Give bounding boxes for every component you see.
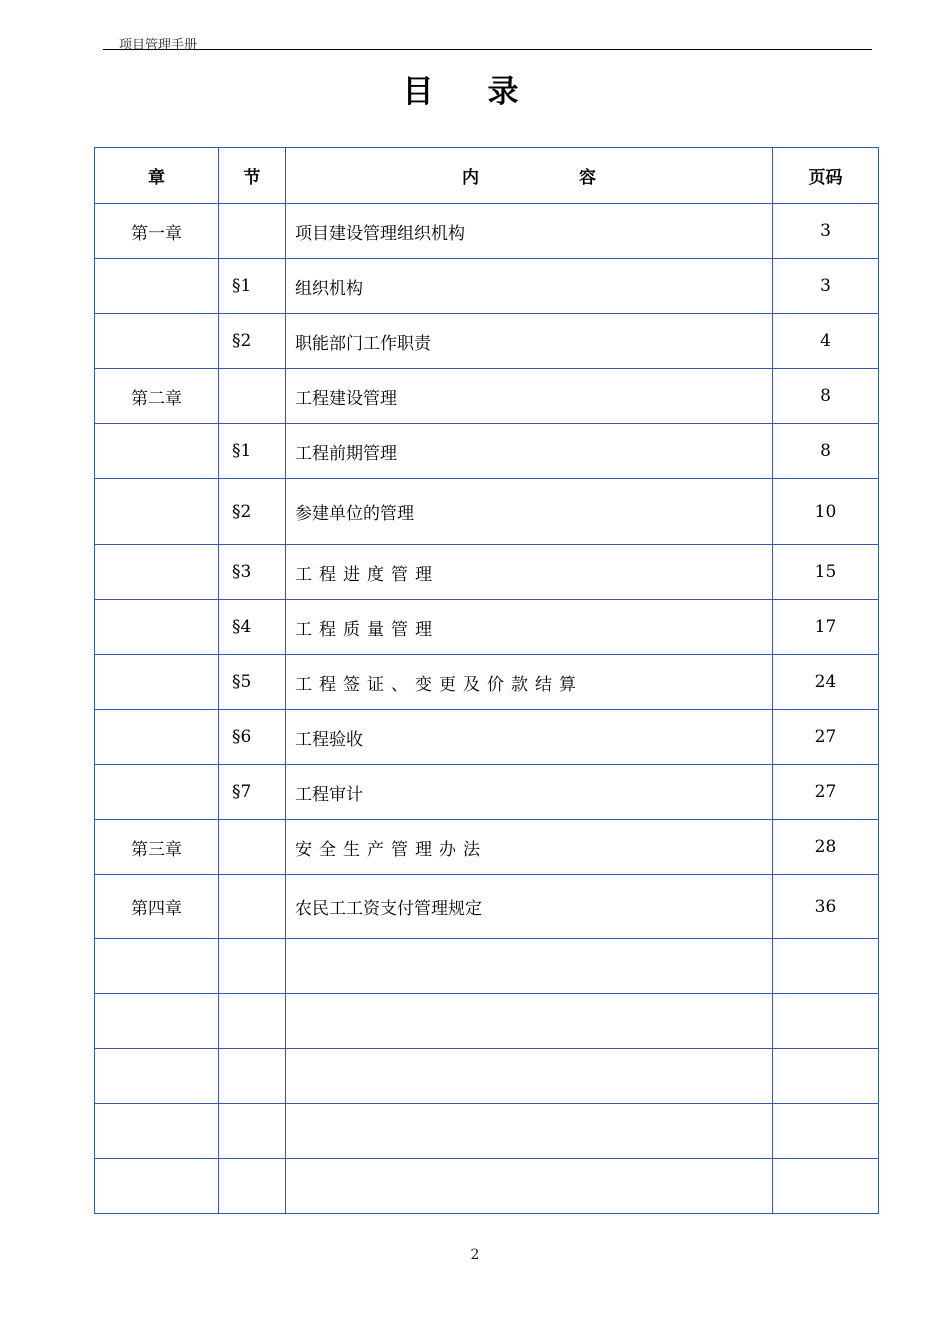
toc-content-cell: 参建单位的管理 — [286, 479, 773, 545]
toc-row — [95, 875, 879, 939]
toc-row — [95, 424, 879, 479]
toc-row — [95, 655, 879, 710]
toc-page-cell — [773, 1104, 879, 1159]
toc-row — [95, 314, 879, 369]
toc-chapter-cell — [95, 479, 219, 545]
toc-page-cell: 4 — [773, 314, 879, 369]
toc-page-cell: 3 — [773, 204, 879, 259]
toc-chapter-cell — [95, 765, 219, 820]
toc-page-cell: 3 — [773, 259, 879, 314]
toc-chapter-cell — [95, 1159, 219, 1214]
toc-row — [95, 204, 879, 259]
header-section: 节 — [219, 148, 286, 204]
toc-chapter-cell — [95, 424, 219, 479]
toc-section-cell — [219, 875, 286, 939]
toc-content-cell — [286, 1159, 773, 1214]
toc-content-cell: 工程建设管理 — [286, 369, 773, 424]
toc-content-cell — [286, 1104, 773, 1159]
toc-chapter-cell — [95, 655, 219, 710]
toc-row — [95, 369, 879, 424]
header-chapter: 章 — [95, 148, 219, 204]
toc-header-row — [95, 148, 879, 204]
toc-page-cell — [773, 994, 879, 1049]
toc-content-cell — [286, 939, 773, 994]
toc-page-cell: 10 — [773, 479, 879, 545]
toc-chapter-cell: 第一章 — [95, 204, 219, 259]
toc-section-cell: §1 — [219, 424, 286, 479]
toc-chapter-cell — [95, 314, 219, 369]
toc-section-cell: §1 — [219, 259, 286, 314]
header-content: 内容 — [286, 148, 773, 204]
toc-content-cell: 工程前期管理 — [286, 424, 773, 479]
toc-page-cell: 17 — [773, 600, 879, 655]
toc-table — [94, 147, 879, 1214]
toc-chapter-cell — [95, 994, 219, 1049]
toc-chapter-cell — [95, 1049, 219, 1104]
toc-section-cell: §5 — [219, 655, 286, 710]
toc-page-cell — [773, 1159, 879, 1214]
toc-body — [95, 204, 879, 1214]
toc-chapter-cell — [95, 939, 219, 994]
toc-row — [95, 545, 879, 600]
toc-section-cell — [219, 939, 286, 994]
toc-section-cell: §6 — [219, 710, 286, 765]
toc-row — [95, 1104, 879, 1159]
toc-chapter-cell: 第四章 — [95, 875, 219, 939]
toc-content-cell: 职能部门工作职责 — [286, 314, 773, 369]
toc-page-cell: 8 — [773, 369, 879, 424]
toc-page-cell: 8 — [773, 424, 879, 479]
toc-page-cell: 28 — [773, 820, 879, 875]
toc-chapter-cell — [95, 259, 219, 314]
page-number: 2 — [470, 1247, 480, 1263]
toc-content-cell: 工程进度管理 — [286, 545, 773, 600]
toc-section-cell: §7 — [219, 765, 286, 820]
header-page: 页码 — [773, 148, 879, 204]
toc-section-cell — [219, 204, 286, 259]
toc-page-cell: 36 — [773, 875, 879, 939]
toc-content-cell: 工程签证、变更及价款结算 — [286, 655, 773, 710]
toc-chapter-cell: 第二章 — [95, 369, 219, 424]
toc-chapter-cell — [95, 710, 219, 765]
toc-content-cell: 工程审计 — [286, 765, 773, 820]
toc-content-cell: 农民工工资支付管理规定 — [286, 875, 773, 939]
toc-row — [95, 1159, 879, 1214]
toc-content-cell: 项目建设管理组织机构 — [286, 204, 773, 259]
toc-section-cell: §2 — [219, 479, 286, 545]
toc-content-cell: 工程质量管理 — [286, 600, 773, 655]
running-header: 项目管理手册 — [119, 38, 198, 53]
toc-row — [95, 939, 879, 994]
toc-section-cell: §3 — [219, 545, 286, 600]
toc-chapter-cell — [95, 545, 219, 600]
page-title: 目录 — [402, 74, 573, 110]
toc-section-cell: §2 — [219, 314, 286, 369]
toc-section-cell — [219, 994, 286, 1049]
toc-row — [95, 259, 879, 314]
toc-chapter-cell — [95, 1104, 219, 1159]
toc-row — [95, 1049, 879, 1104]
toc-section-cell — [219, 1104, 286, 1159]
toc-row — [95, 600, 879, 655]
toc-row — [95, 765, 879, 820]
toc-chapter-cell: 第三章 — [95, 820, 219, 875]
toc-page-cell: 27 — [773, 765, 879, 820]
toc-row — [95, 479, 879, 545]
toc-content-cell — [286, 994, 773, 1049]
toc-row — [95, 994, 879, 1049]
toc-section-cell — [219, 1159, 286, 1214]
toc-chapter-cell — [95, 600, 219, 655]
toc-page-cell: 27 — [773, 710, 879, 765]
toc-content-cell: 安全生产管理办法 — [286, 820, 773, 875]
toc-row — [95, 820, 879, 875]
toc-section-cell: §4 — [219, 600, 286, 655]
toc-page-cell — [773, 939, 879, 994]
toc-content-cell: 工程验收 — [286, 710, 773, 765]
toc-page-cell: 24 — [773, 655, 879, 710]
toc-section-cell — [219, 369, 286, 424]
header-rule — [103, 49, 872, 50]
toc-content-cell — [286, 1049, 773, 1104]
toc-section-cell — [219, 820, 286, 875]
toc-page-cell — [773, 1049, 879, 1104]
toc-page-cell: 15 — [773, 545, 879, 600]
toc-section-cell — [219, 1049, 286, 1104]
toc-content-cell: 组织机构 — [286, 259, 773, 314]
toc-row — [95, 710, 879, 765]
